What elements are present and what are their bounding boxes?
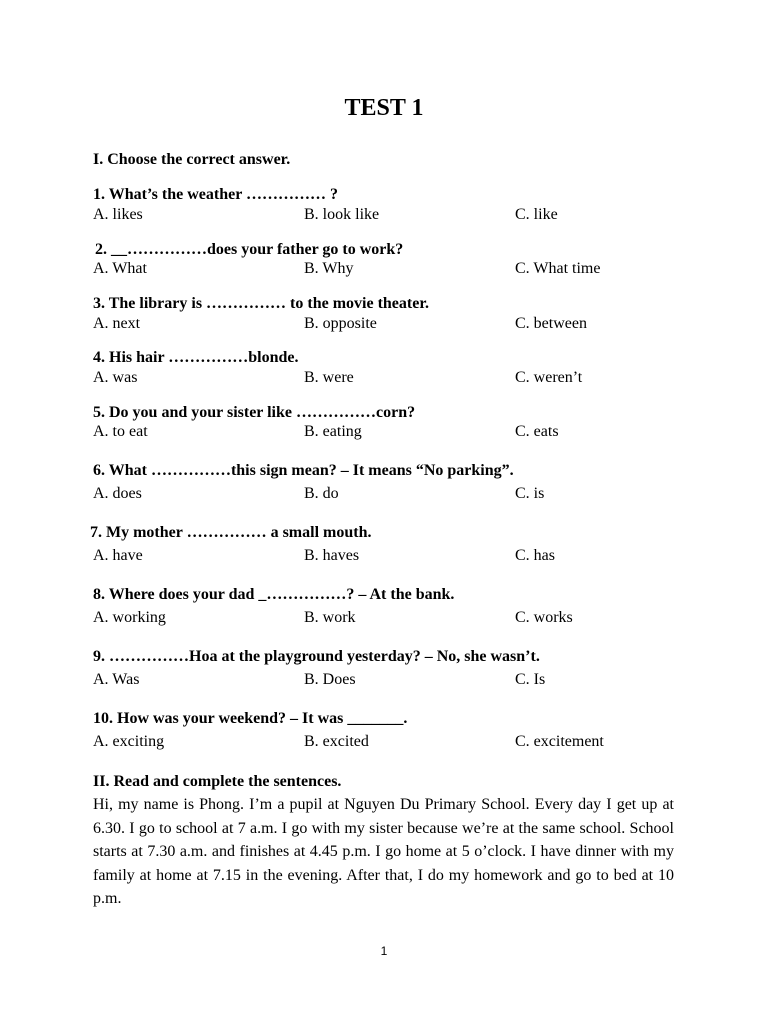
question-3-options [93, 314, 693, 334]
option-b: B. Why [304, 260, 354, 277]
option-c: C. excitement [515, 733, 604, 750]
option-c: C. eats [515, 423, 559, 440]
question-5: 5. Do you and your sister like ……………corn? [93, 404, 416, 421]
option-a: A. have [93, 547, 143, 564]
question-2-options [93, 259, 693, 279]
option-a: A. Was [93, 671, 140, 688]
option-b: B. eating [304, 423, 362, 440]
question-1: 1. What’s the weather …………… ? [93, 186, 339, 203]
section-2-heading: II. Read and complete the sentences. [93, 773, 342, 790]
option-c: C. like [515, 206, 558, 223]
question-1-options [93, 205, 693, 225]
option-a: A. next [93, 315, 141, 332]
option-a: A. to eat [93, 423, 148, 440]
option-b: B. haves [304, 547, 360, 564]
question-4: 4. His hair ……………blonde. [93, 349, 299, 366]
question-9: 9. ……………Hoa at the playground yesterday? – No, she wasn’t. [93, 648, 540, 665]
question-3: 3. The library is …………… to the movie theater. [93, 295, 429, 312]
option-c: C. Is [515, 671, 546, 688]
question-7: 7. My mother …………… a small mouth. [90, 524, 372, 541]
page-number: 1 [380, 944, 388, 958]
option-a: A. was [93, 369, 138, 386]
page-title: TEST 1 [344, 95, 424, 121]
option-b: B. opposite [304, 315, 377, 332]
option-b: B. work [304, 609, 356, 626]
option-b: B. look like [304, 206, 380, 223]
option-c: C. weren’t [515, 369, 583, 386]
option-c: C. has [515, 547, 555, 564]
section-1-heading: I. Choose the correct answer. [93, 151, 291, 168]
question-2: 2. __……………does your father go to work? [95, 241, 404, 258]
option-c: C. between [515, 315, 587, 332]
option-b: B. excited [304, 733, 369, 750]
question-4-options [93, 368, 693, 388]
option-a: A. likes [93, 206, 143, 223]
option-b: B. Does [304, 671, 356, 688]
question-8-options [93, 608, 693, 628]
question-6: 6. What ……………this sign mean? – It means “No parking”. [93, 462, 514, 479]
question-10: 10. How was your weekend? – It was _______. [93, 710, 408, 727]
question-8: 8. Where does your dad _……………? – At the bank. [93, 586, 455, 603]
reading-passage: Hi, my name is Phong. I’m a pupil at Nguyen Du Primary School. Every day I get up at 6.30. I go to school at 7 a.m. I go with my sister because we’re at the same school. School starts at 7.30 a.m. and finishes at 4.45 p.m. I go home at 5 o’clock. I have dinner with my family at home at 7.15 in the evening. After that, I do my homework and go to bed at 10 p.m. [93, 796, 674, 907]
option-c: C. is [515, 485, 545, 502]
option-b: B. were [304, 369, 354, 386]
option-b: B. do [304, 485, 339, 502]
question-7-options [93, 546, 693, 566]
option-c: C. works [515, 609, 573, 626]
option-c: C. What time [515, 260, 601, 277]
question-6-options [93, 484, 693, 504]
option-a: A. exciting [93, 733, 165, 750]
question-5-options [93, 422, 693, 442]
question-10-options [93, 732, 693, 752]
question-9-options [93, 670, 693, 690]
option-a: A. working [93, 609, 166, 626]
option-a: A. does [93, 485, 142, 502]
option-a: A. What [93, 260, 147, 277]
